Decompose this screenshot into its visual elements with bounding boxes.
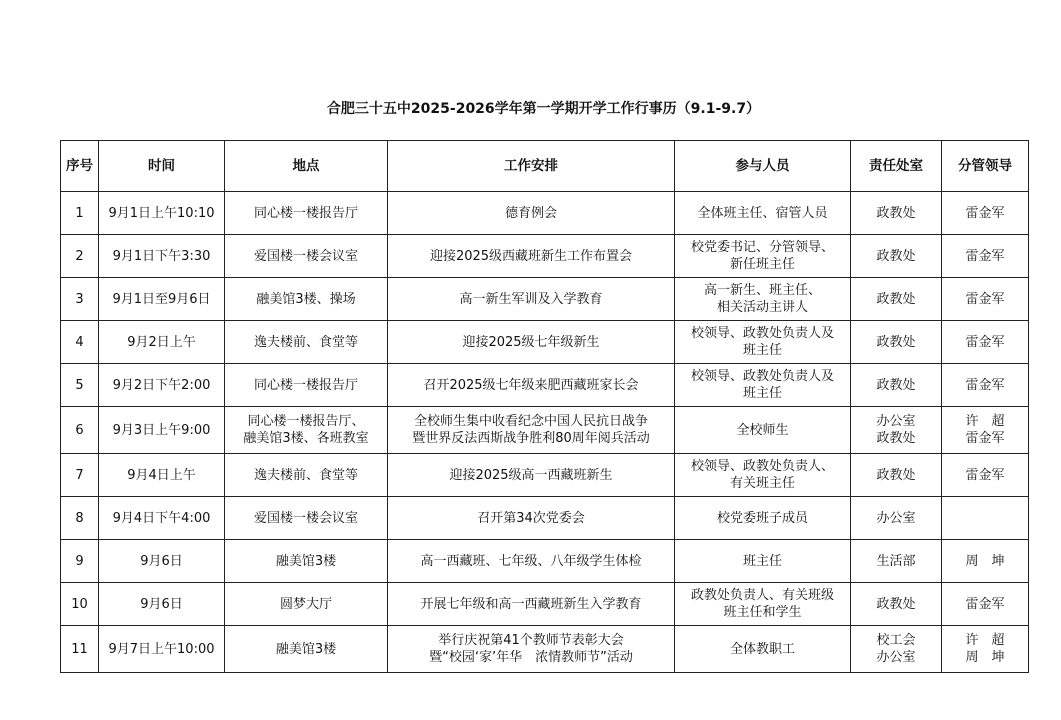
header-index: 序号 (61, 141, 99, 192)
cell-leader (942, 497, 1029, 540)
cell-task: 德育例会 (388, 192, 675, 235)
cell-index: 9 (61, 540, 99, 583)
table-row (61, 497, 1029, 540)
cell-index: 5 (61, 364, 99, 407)
cell-index: 4 (61, 321, 99, 364)
cell-leader: 周 坤 (942, 540, 1029, 583)
table-row (61, 192, 1029, 235)
cell-participants: 政教处负责人、有关班级 班主任和学生 (675, 583, 851, 626)
cell-leader: 许 超 周 坤 (942, 626, 1029, 673)
cell-department: 校工会 办公室 (851, 626, 942, 673)
cell-index: 8 (61, 497, 99, 540)
cell-participants: 校领导、政教处负责人及 班主任 (675, 364, 851, 407)
header-place: 地点 (225, 141, 388, 192)
table-header-row (61, 141, 1029, 192)
header-leader: 分管领导 (942, 141, 1029, 192)
cell-task: 开展七年级和高一西藏班新生入学教育 (388, 583, 675, 626)
cell-department: 政教处 (851, 583, 942, 626)
cell-department: 政教处 (851, 364, 942, 407)
cell-place: 同心楼一楼报告厅、 融美馆3楼、各班教室 (225, 407, 388, 454)
cell-place: 同心楼一楼报告厅 (225, 364, 388, 407)
cell-time: 9月2日上午 (99, 321, 225, 364)
table-row (61, 235, 1029, 278)
cell-department: 政教处 (851, 235, 942, 278)
cell-time: 9月3日上午9:00 (99, 407, 225, 454)
cell-index: 11 (61, 626, 99, 673)
cell-place: 同心楼一楼报告厅 (225, 192, 388, 235)
cell-participants: 班主任 (675, 540, 851, 583)
cell-participants: 全体教职工 (675, 626, 851, 673)
cell-participants: 校领导、政教处负责人及 班主任 (675, 321, 851, 364)
cell-index: 10 (61, 583, 99, 626)
table-row (61, 321, 1029, 364)
cell-leader: 雷金军 (942, 583, 1029, 626)
cell-task: 高一新生军训及入学教育 (388, 278, 675, 321)
cell-department: 政教处 (851, 192, 942, 235)
cell-time: 9月4日上午 (99, 454, 225, 497)
cell-participants: 校领导、政教处负责人、 有关班主任 (675, 454, 851, 497)
cell-leader: 雷金军 (942, 235, 1029, 278)
cell-department: 政教处 (851, 321, 942, 364)
cell-participants: 高一新生、班主任、 相关活动主讲人 (675, 278, 851, 321)
cell-time: 9月2日下午2:00 (99, 364, 225, 407)
cell-place: 爱国楼一楼会议室 (225, 235, 388, 278)
cell-department: 办公室 (851, 497, 942, 540)
table-row (61, 540, 1029, 583)
cell-leader: 雷金军 (942, 364, 1029, 407)
cell-place: 逸夫楼前、食堂等 (225, 321, 388, 364)
cell-time: 9月6日 (99, 583, 225, 626)
header-department: 责任处室 (851, 141, 942, 192)
table-row (61, 583, 1029, 626)
cell-index: 1 (61, 192, 99, 235)
cell-leader: 雷金军 (942, 454, 1029, 497)
cell-task: 迎接2025级西藏班新生工作布置会 (388, 235, 675, 278)
cell-participants: 全体班主任、宿管人员 (675, 192, 851, 235)
cell-task: 迎接2025级高一西藏班新生 (388, 454, 675, 497)
cell-department: 政教处 (851, 278, 942, 321)
header-time: 时间 (99, 141, 225, 192)
cell-department: 办公室 政教处 (851, 407, 942, 454)
cell-time: 9月1日至9月6日 (99, 278, 225, 321)
table-row (61, 626, 1029, 673)
cell-place: 融美馆3楼 (225, 626, 388, 673)
cell-leader: 雷金军 (942, 192, 1029, 235)
table-row (61, 407, 1029, 454)
cell-time: 9月1日下午3:30 (99, 235, 225, 278)
cell-leader: 雷金军 (942, 321, 1029, 364)
cell-task: 召开第34次党委会 (388, 497, 675, 540)
cell-time: 9月1日上午10:10 (99, 192, 225, 235)
cell-task: 高一西藏班、七年级、八年级学生体检 (388, 540, 675, 583)
cell-index: 3 (61, 278, 99, 321)
cell-leader: 许 超 雷金军 (942, 407, 1029, 454)
cell-time: 9月4日下午4:00 (99, 497, 225, 540)
cell-task: 召开2025级七年级来肥西藏班家长会 (388, 364, 675, 407)
table-row (61, 278, 1029, 321)
cell-department: 生活部 (851, 540, 942, 583)
cell-participants: 全校师生 (675, 407, 851, 454)
cell-index: 6 (61, 407, 99, 454)
header-task: 工作安排 (388, 141, 675, 192)
cell-index: 2 (61, 235, 99, 278)
cell-participants: 校党委班子成员 (675, 497, 851, 540)
cell-task: 迎接2025级七年级新生 (388, 321, 675, 364)
cell-time: 9月6日 (99, 540, 225, 583)
cell-time: 9月7日上午10:00 (99, 626, 225, 673)
cell-place: 圆梦大厅 (225, 583, 388, 626)
cell-place: 爱国楼一楼会议室 (225, 497, 388, 540)
cell-leader: 雷金军 (942, 278, 1029, 321)
cell-index: 7 (61, 454, 99, 497)
header-participants: 参与人员 (675, 141, 851, 192)
table-row (61, 364, 1029, 407)
cell-task: 举行庆祝第41个教师节表彰大会 暨“校园‘家’年华 浓情教师节”活动 (388, 626, 675, 673)
cell-task: 全校师生集中收看纪念中国人民抗日战争 暨世界反法西斯战争胜利80周年阅兵活动 (388, 407, 675, 454)
cell-participants: 校党委书记、分管领导、 新任班主任 (675, 235, 851, 278)
schedule-table (60, 140, 1029, 673)
table-row (61, 454, 1029, 497)
cell-place: 融美馆3楼 (225, 540, 388, 583)
page-title: 合肥三十五中2025-2026学年第一学期开学工作行事历（9.1-9.7） (326, 101, 761, 117)
cell-department: 政教处 (851, 454, 942, 497)
cell-place: 逸夫楼前、食堂等 (225, 454, 388, 497)
cell-place: 融美馆3楼、操场 (225, 278, 388, 321)
